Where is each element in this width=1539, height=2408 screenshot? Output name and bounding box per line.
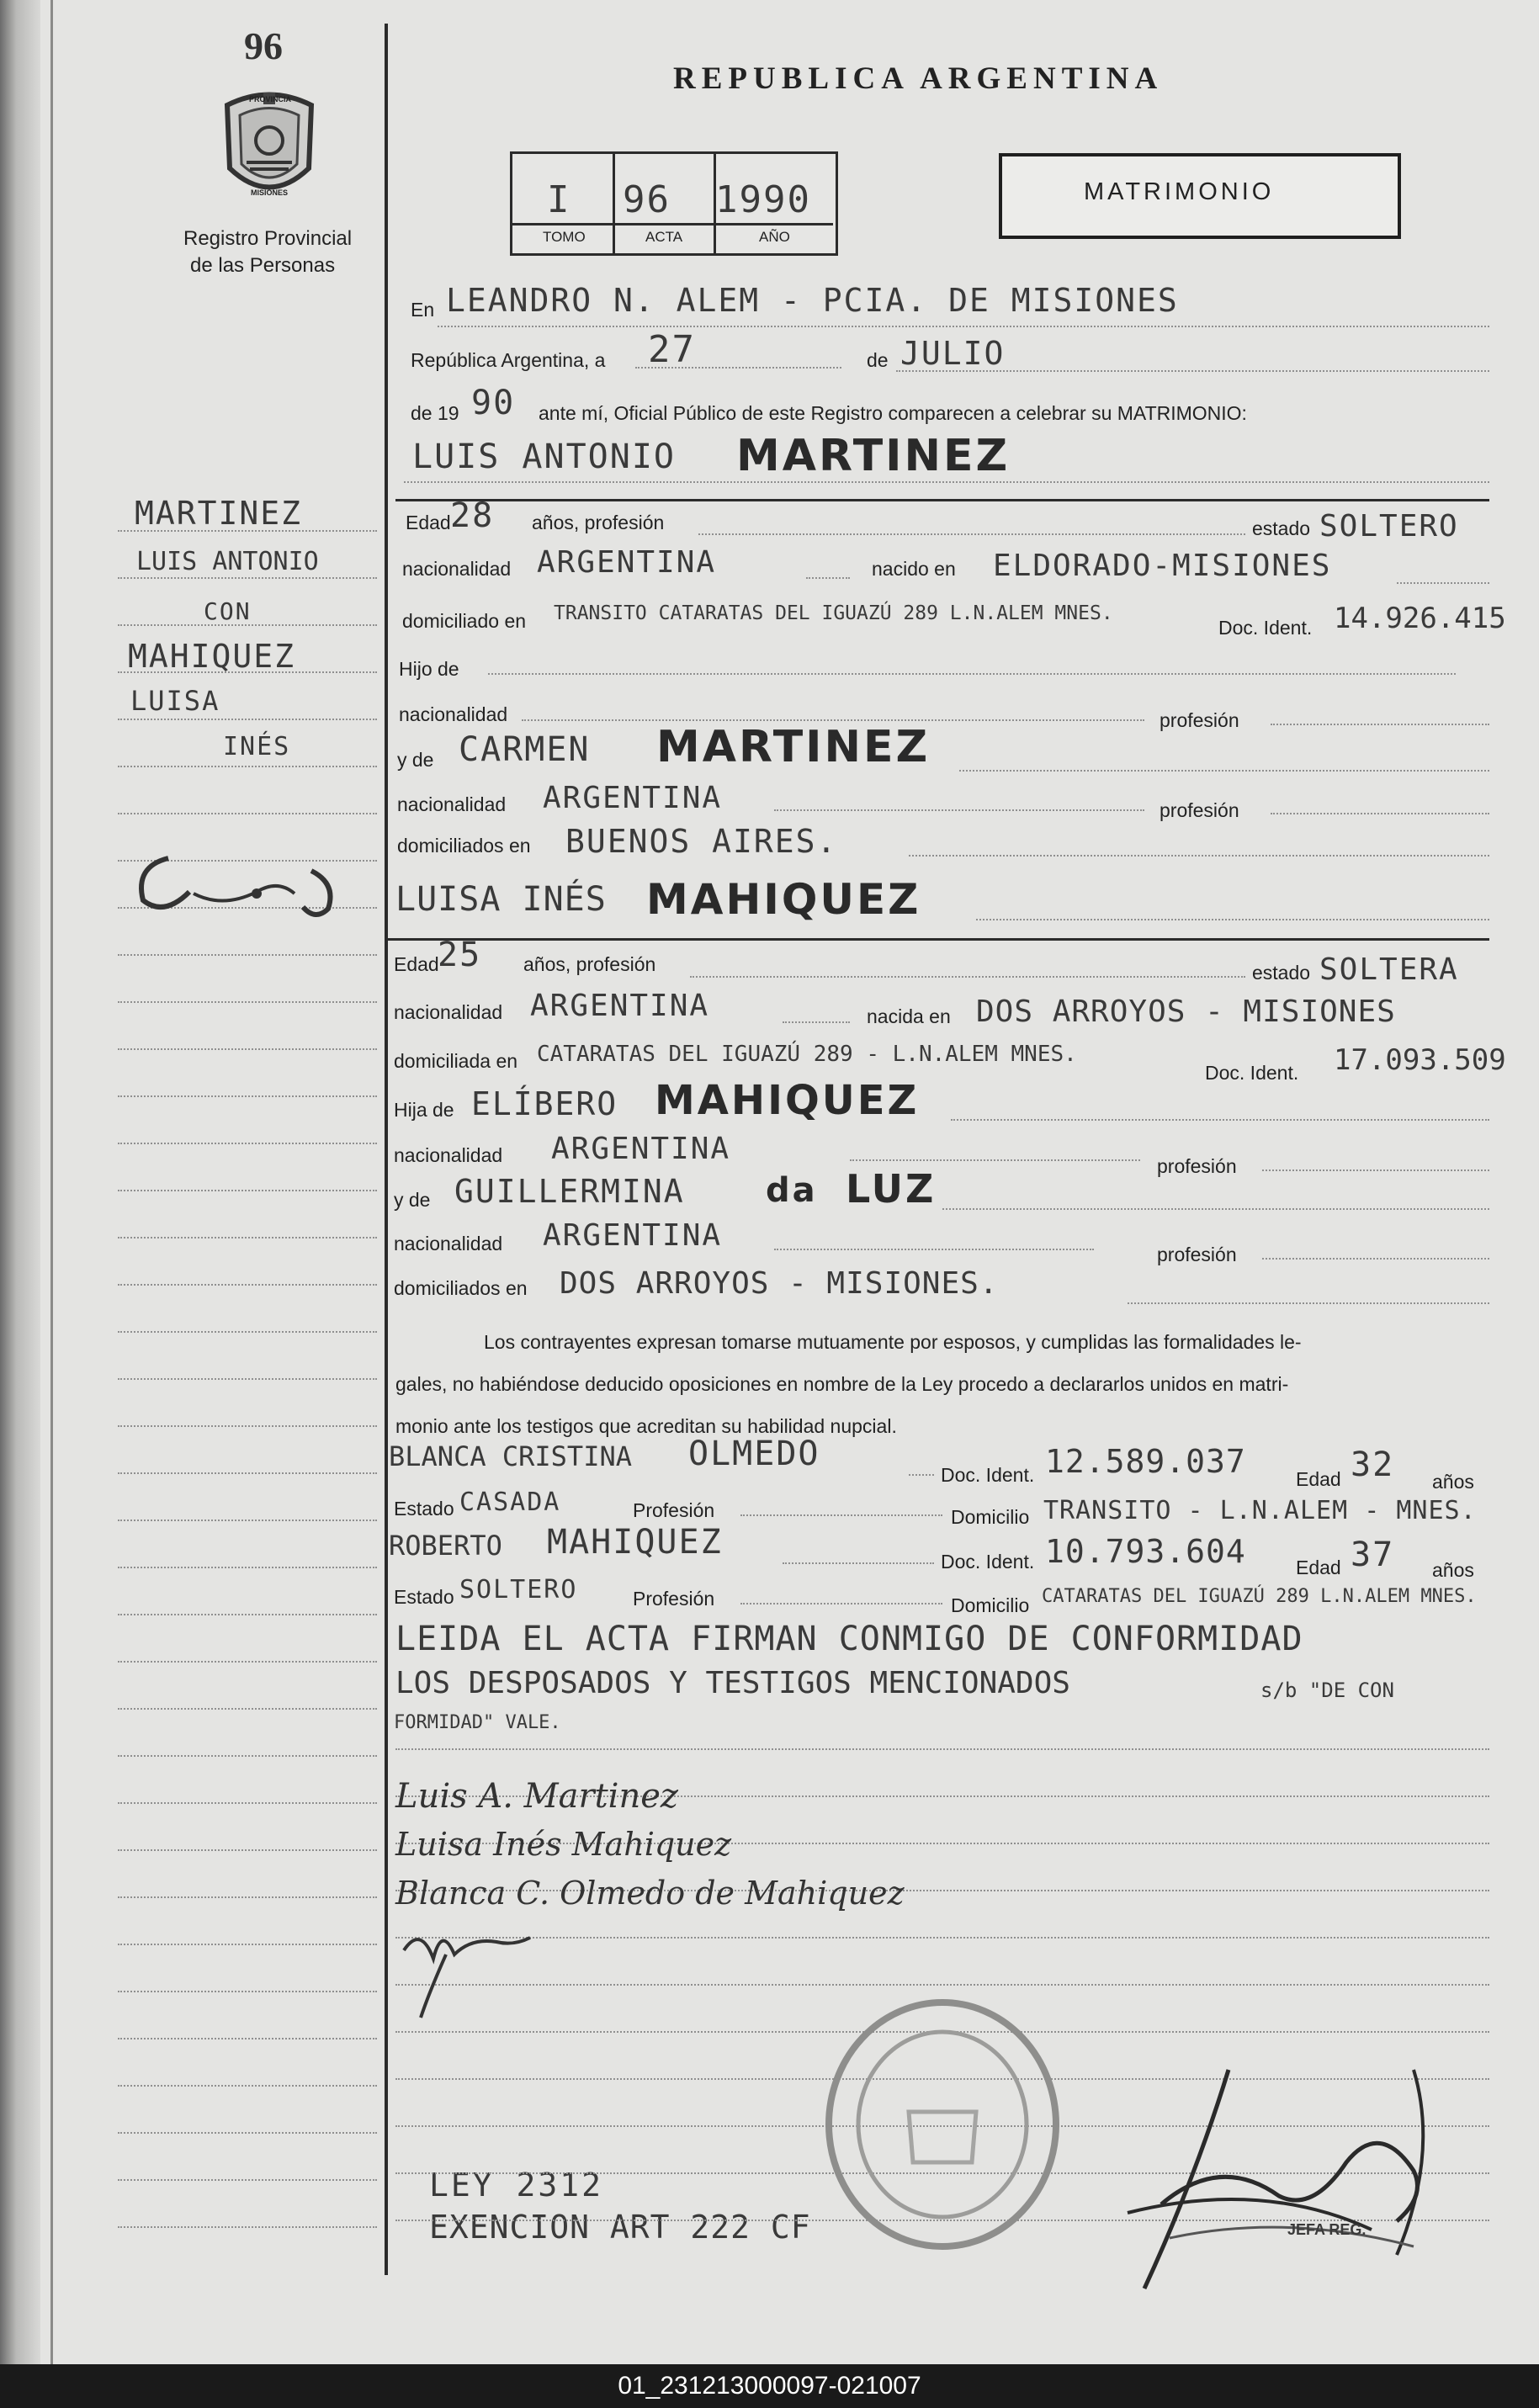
groom-mother-nacionalidad: ARGENTINA — [543, 781, 723, 815]
bride-age: 25 — [438, 936, 482, 974]
country-title: REPUBLICA ARGENTINA — [673, 61, 1164, 96]
binding-edge-line — [50, 0, 53, 2364]
bride-domiciliados-label: domiciliados en — [394, 1277, 528, 1299]
witness2-estado-label: Estado — [394, 1586, 454, 1608]
place-of-record: LEANDRO N. ALEM - PCIA. DE MISIONES — [446, 282, 1179, 319]
witness2-domicilio-label: Domicilio — [951, 1594, 1030, 1616]
groom-mother-last: MARTINEZ — [656, 722, 931, 772]
margin-surname-groom: MARTINEZ — [135, 495, 303, 532]
groom-anios-profesion: años, profesión — [532, 512, 665, 533]
groom-name-last: MARTINEZ — [736, 431, 1011, 481]
groom-yde-label: y de — [397, 749, 434, 771]
groom-doc: 14.926.415 — [1334, 602, 1506, 635]
bride-mother-nacionalidad-label: nacionalidad — [394, 1233, 503, 1254]
bride-mother-first: GUILLERMINA — [454, 1173, 685, 1210]
groom-mother-nacionalidad-label: nacionalidad — [397, 793, 507, 815]
bride-estado-label: estado — [1252, 962, 1311, 984]
groom-birthplace: ELDORADO-MISIONES — [993, 549, 1332, 583]
witness1-domicilio: TRANSITO - L.N.ALEM - MNES. — [1043, 1496, 1477, 1525]
margin-law: LEY 2312 — [429, 2167, 604, 2204]
groom-parents-domicilio: BUENOS AIRES. — [565, 823, 838, 860]
image-caption: 01_231213000097-021007 — [618, 2372, 921, 2400]
witness2-age: 37 — [1351, 1535, 1395, 1574]
declaration-line-2: gales, no habiéndose deducido oposiciones en nombre de la Ley procedo a declararlos unidos en matri- — [395, 1373, 1289, 1395]
witness1-anios: años — [1432, 1471, 1474, 1493]
witness1-name-first: BLANCA CRISTINA — [389, 1440, 632, 1472]
bride-name-last: MAHIQUEZ — [646, 875, 921, 924]
margin-surname-bride: MAHIQUEZ — [128, 638, 296, 675]
bride-nacionalidad: ARGENTINA — [530, 989, 710, 1023]
witness2-doc-label: Doc. Ident. — [941, 1551, 1035, 1573]
witness1-profesion-label: Profesión — [633, 1499, 715, 1521]
witness1-edad-label: Edad — [1296, 1468, 1341, 1490]
bride-father-nacionalidad-label: nacionalidad — [394, 1144, 503, 1166]
witness2-estado: SOLTERO — [459, 1575, 578, 1604]
witness1-domicilio-label: Domicilio — [951, 1506, 1030, 1528]
bride-father-profesion-label: profesión — [1157, 1155, 1237, 1177]
anio-label: AÑO — [759, 229, 790, 245]
groom-doc-label: Doc. Ident. — [1218, 617, 1313, 639]
republica-label: República Argentina, a — [411, 349, 606, 371]
groom-domiciliados-label: domiciliados en — [397, 835, 531, 857]
groom-mother-first: CARMEN — [459, 730, 591, 769]
witness1-estado-label: Estado — [394, 1498, 454, 1520]
bride-domiciliada-label: domiciliada en — [394, 1050, 518, 1072]
bride-birthplace: DOS ARROYOS - MISIONES — [976, 994, 1396, 1029]
groom-father-profesion-label: profesión — [1160, 709, 1239, 731]
groom-domicilio: TRANSITO CATARATAS DEL IGUAZÚ 289 L.N.ALEM MNES. — [554, 602, 1113, 624]
bride-edad-label: Edad — [394, 953, 439, 975]
tomo-label: TOMO — [543, 229, 586, 245]
groom-nacionalidad-label: nacionalidad — [402, 558, 512, 580]
bride-estado: SOLTERA — [1319, 952, 1459, 987]
registry-name-line1: Registro Provincial — [183, 227, 353, 250]
page-number: 96 — [244, 24, 283, 67]
tomo-value: I — [547, 178, 571, 221]
closing-note: s/b "DE CON — [1260, 1679, 1394, 1702]
declaration-paragraph — [395, 1321, 1481, 1447]
month-value: JULIO — [900, 335, 1006, 372]
groom-edad-label: Edad — [406, 512, 451, 533]
bride-mother-last: LUZ — [846, 1166, 937, 1212]
seal-text-top: PROVINCIA — [249, 95, 292, 103]
bride-domicilio: CATARATAS DEL IGUAZÚ 289 - L.N.ALEM MNES. — [537, 1042, 1077, 1067]
bride-mother-profesion-label: profesión — [1157, 1244, 1237, 1265]
closing-line-2: LOS DESPOSADOS Y TESTIGOS MENCIONADOS — [395, 1666, 1070, 1700]
anio-value: 1990 — [715, 178, 811, 221]
margin-firstname-bride: LUISA — [130, 685, 220, 717]
bride-mother-de: da — [766, 1171, 818, 1210]
bride-doc-label: Doc. Ident. — [1205, 1062, 1299, 1084]
officer-stamp-text: JEFA REG. — [1287, 2221, 1367, 2238]
groom-name-first: LUIS ANTONIO — [412, 438, 676, 476]
margin-divider — [385, 24, 388, 2275]
official-seal-stamp — [816, 1994, 1069, 2255]
declaration-line-3: monio ante los testigos que acreditan su habilidad nupcial. — [395, 1415, 897, 1437]
bride-nacida-label: nacida en — [867, 1005, 951, 1027]
bride-father-first: ELÍBERO — [471, 1085, 618, 1122]
book-binding — [0, 0, 40, 2364]
appearance-text: ante mí, Oficial Público de este Registro comparecen a celebrar su MATRIMONIO: — [539, 402, 1247, 424]
officer-signature — [1094, 2053, 1464, 2314]
de19-label: de 19 — [411, 402, 459, 424]
groom-nacido-label: nacido en — [872, 558, 956, 580]
witness2-anios: años — [1432, 1559, 1474, 1581]
witness1-doc-label: Doc. Ident. — [941, 1464, 1035, 1486]
witness1-estado: CASADA — [459, 1488, 561, 1517]
bride-father-nacionalidad: ARGENTINA — [551, 1132, 731, 1166]
bride-mother-nacionalidad: ARGENTINA — [543, 1218, 723, 1253]
flourish-icon — [130, 841, 349, 926]
de-label: de — [867, 349, 889, 371]
acta-label: ACTA — [645, 229, 683, 245]
groom-age: 28 — [450, 496, 495, 535]
groom-father-nacionalidad-label: nacionalidad — [399, 703, 508, 725]
groom-mother-profesion-label: profesión — [1160, 799, 1239, 821]
bride-name-first: LUISA INÉS — [395, 880, 607, 919]
margin-con: CON — [204, 597, 252, 625]
witness2-profesion-label: Profesión — [633, 1588, 715, 1610]
bride-nacionalidad-label: nacionalidad — [394, 1001, 503, 1023]
groom-estado: SOLTERO — [1319, 509, 1459, 544]
closing-line-3: FORMIDAD" VALE. — [394, 1712, 561, 1733]
signature-witness2-scribble — [395, 1908, 539, 2026]
witness2-domicilio: CATARATAS DEL IGUAZÚ 289 L.N.ALEM MNES. — [1042, 1586, 1477, 1607]
witness2-edad-label: Edad — [1296, 1557, 1341, 1578]
margin-firstname-groom: LUIS ANTONIO — [136, 547, 319, 576]
groom-estado-label: estado — [1252, 517, 1311, 539]
witness1-doc: 12.589.037 — [1045, 1443, 1246, 1480]
bride-doc: 17.093.509 — [1334, 1043, 1506, 1077]
en-label: En — [411, 299, 435, 321]
witness2-doc: 10.793.604 — [1045, 1533, 1246, 1570]
groom-hijo-label: Hijo de — [399, 658, 459, 680]
witness2-name-last: MAHIQUEZ — [547, 1523, 723, 1562]
acta-value: 96 — [623, 178, 671, 221]
signature-bride: Luisa Inés Mahiquez — [395, 1826, 732, 1863]
day-value: 27 — [648, 328, 696, 371]
closing-line-1: LEIDA EL ACTA FIRMAN CONMIGO DE CONFORMIDAD — [395, 1620, 1303, 1658]
groom-nacionalidad: ARGENTINA — [537, 545, 717, 580]
groom-domiciliado-label: domiciliado en — [402, 610, 527, 632]
witness1-age: 32 — [1351, 1445, 1395, 1484]
bride-anios-profesion: años, profesión — [523, 953, 656, 975]
bride-parents-domicilio: DOS ARROYOS - MISIONES. — [560, 1266, 999, 1301]
year-suffix: 90 — [471, 384, 516, 422]
seal-text-bottom: MISIONES — [251, 188, 289, 197]
declaration-line-1: Los contrayentes expresan tomarse mutuamente por esposos, y cumplidas las formalidades le- — [484, 1331, 1302, 1353]
registry-name-line2: de las Personas — [190, 254, 336, 277]
margin-middlename-bride: INÉS — [223, 732, 291, 761]
margin-exemption: EXENCION ART 222 CF — [429, 2209, 811, 2246]
witness2-name-first: ROBERTO — [389, 1530, 502, 1562]
signature-witness1: Blanca C. Olmedo de Mahiquez — [395, 1875, 905, 1912]
witness1-name-last: OLMEDO — [688, 1435, 820, 1473]
act-type-label: MATRIMONIO — [1084, 178, 1275, 205]
bride-father-last: MAHIQUEZ — [655, 1077, 920, 1124]
bride-yde-label: y de — [394, 1189, 431, 1211]
bride-hija-label: Hija de — [394, 1099, 454, 1121]
signature-groom: Luis A. Martinez — [395, 1777, 678, 1816]
